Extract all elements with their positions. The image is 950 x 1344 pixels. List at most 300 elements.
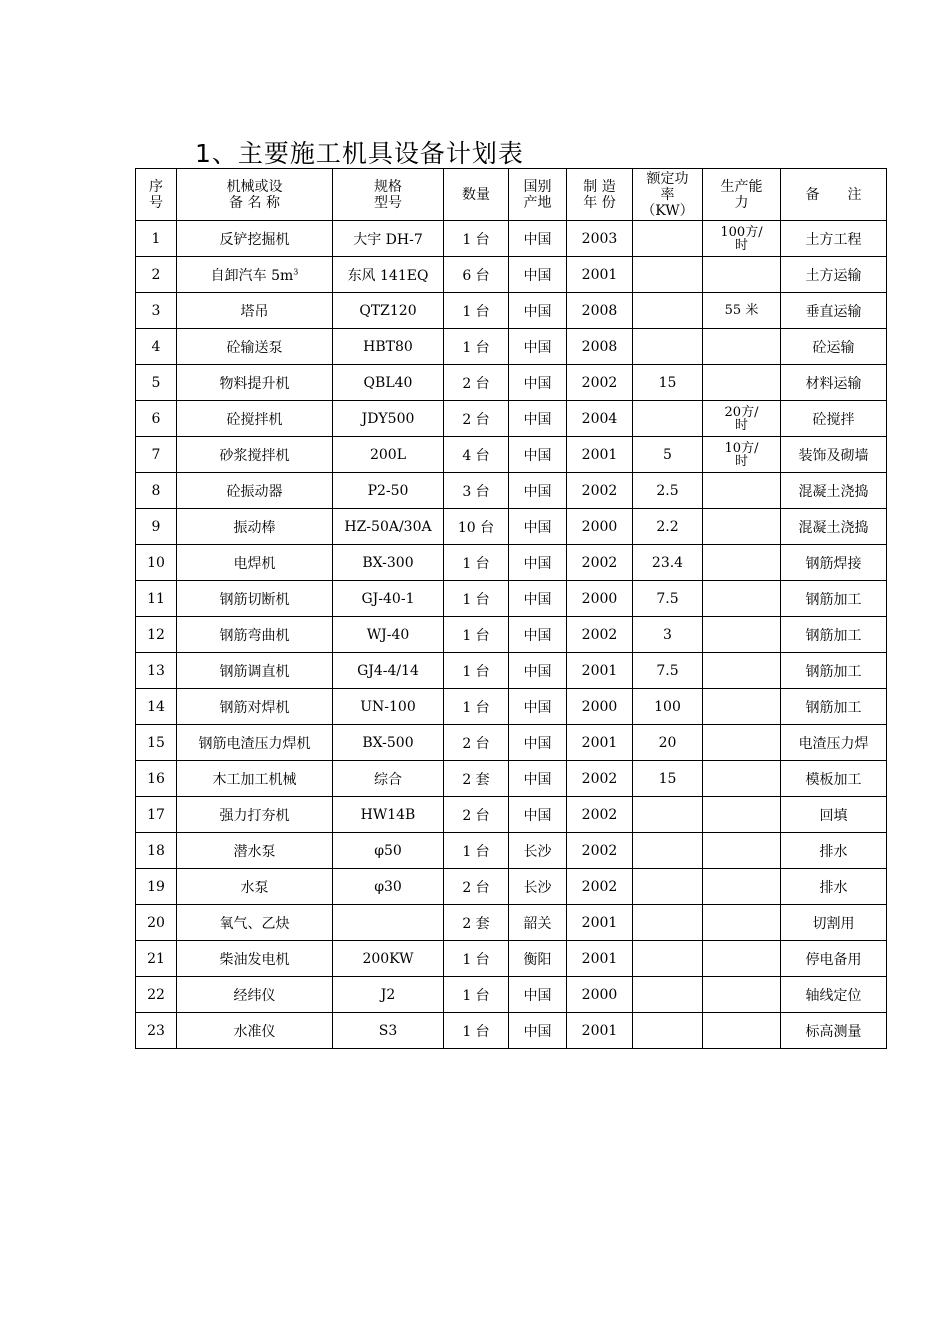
- cell-year: [567, 365, 633, 401]
- cell-capacity: [703, 545, 781, 581]
- cell-qty: [444, 257, 509, 293]
- cell-note: [781, 473, 887, 509]
- cell-text: HBT80: [363, 338, 413, 355]
- cell-note: [781, 1013, 887, 1049]
- cell-text: 2 台: [462, 735, 490, 752]
- cell-text: 砼搅拌机: [226, 411, 283, 428]
- cell-spec: [333, 977, 444, 1013]
- cell-year: [567, 905, 633, 941]
- cell-seq: [136, 653, 177, 689]
- cell-spec: [333, 941, 444, 977]
- header-line: 规格: [374, 178, 402, 195]
- cell-note: [781, 977, 887, 1013]
- cell-text: 2000: [581, 698, 618, 715]
- cell-power: [633, 869, 703, 905]
- cell-seq: [136, 761, 177, 797]
- cell-text: 2001: [581, 266, 618, 283]
- cell-spec: [333, 401, 444, 437]
- cell-origin: [509, 1013, 567, 1049]
- cell-power: [633, 905, 703, 941]
- cell-qty: [444, 329, 509, 365]
- cell-capacity: [703, 689, 781, 725]
- header-line: 率: [660, 186, 675, 203]
- cell-text: 2002: [581, 878, 618, 895]
- cell-capacity: [703, 905, 781, 941]
- cell-seq: [136, 869, 177, 905]
- cell-year: [567, 869, 633, 905]
- cell-text: 长沙: [523, 843, 552, 860]
- cell-text: 1 台: [462, 591, 490, 608]
- cell-qty: [444, 869, 509, 905]
- cell-text: 混凝土浇捣: [798, 519, 869, 536]
- cell-power: [633, 653, 703, 689]
- table-body: [136, 221, 887, 1049]
- cell-text: 2001: [581, 1022, 618, 1039]
- cell-note: [781, 869, 887, 905]
- cell-text: 综合: [374, 771, 402, 788]
- cell-qty: [444, 617, 509, 653]
- header-line: 型号: [374, 194, 402, 211]
- cell-name: [177, 257, 333, 293]
- cell-text: 6 台: [462, 267, 490, 284]
- cell-text: 回填: [819, 807, 848, 824]
- header-line: 备 名 称: [229, 194, 280, 211]
- cell-capacity: [703, 581, 781, 617]
- cell-power: [633, 797, 703, 833]
- cell-spec: [333, 905, 444, 941]
- cell-text: 水泵: [240, 879, 269, 896]
- cell-text: 15: [658, 374, 677, 391]
- cell-text: 2000: [581, 986, 618, 1003]
- cell-text: 中国: [523, 411, 552, 428]
- cell-year: [567, 689, 633, 725]
- cell-text: 装饰及砌墙: [798, 447, 869, 464]
- cell-year: [567, 293, 633, 329]
- cell-origin: [509, 833, 567, 869]
- cell-text: 自卸汽车 5m: [210, 267, 294, 284]
- table-row: [136, 689, 887, 725]
- cell-note: [781, 437, 887, 473]
- cell-name: [177, 545, 333, 581]
- cell-text: 钢筋加工: [805, 591, 862, 608]
- cell-qty: [444, 977, 509, 1013]
- cell-power: [633, 401, 703, 437]
- cell-text: S3: [378, 1022, 398, 1039]
- cell-text: 3: [663, 626, 672, 643]
- cell-spec: [333, 437, 444, 473]
- cell-note: [781, 545, 887, 581]
- cell-year: [567, 473, 633, 509]
- cell-text: 中国: [523, 699, 552, 716]
- cell-text: 12: [147, 626, 165, 643]
- cell-text: 2003: [581, 230, 618, 247]
- cell-origin: [509, 545, 567, 581]
- cell-origin: [509, 581, 567, 617]
- cell-text: 钢筋切断机: [219, 591, 290, 608]
- cell-capacity: [703, 1013, 781, 1049]
- cell-capacity: [703, 617, 781, 653]
- cell-origin: [509, 797, 567, 833]
- cell-text: 200L: [369, 446, 407, 463]
- cell-text: 19: [147, 878, 165, 895]
- cell-text: 2 台: [462, 375, 490, 392]
- cell-capacity: [703, 329, 781, 365]
- cell-spec: [333, 293, 444, 329]
- cell-seq: [136, 581, 177, 617]
- cell-spec: [333, 509, 444, 545]
- cell-text: 2001: [581, 734, 618, 751]
- cell-text: 水准仪: [233, 1023, 276, 1040]
- cell-capacity: [703, 293, 781, 329]
- cell-seq: [136, 257, 177, 293]
- cell-qty: [444, 221, 509, 257]
- page-title: 1、主要施工机具设备计划表: [195, 139, 524, 168]
- cell-power: [633, 221, 703, 257]
- cell-name: [177, 221, 333, 257]
- cell-name: [177, 797, 333, 833]
- cell-origin: [509, 401, 567, 437]
- table-row: [136, 761, 887, 797]
- cell-capacity: [703, 257, 781, 293]
- table-row: [136, 797, 887, 833]
- table-row: [136, 437, 887, 473]
- cell-text: 2 台: [462, 879, 490, 896]
- cell-origin: [509, 617, 567, 653]
- cell-text: 1 台: [462, 663, 490, 680]
- cell-text: 5: [151, 374, 161, 391]
- cell-capacity: [703, 725, 781, 761]
- cell-note: [781, 761, 887, 797]
- cell-name: [177, 833, 333, 869]
- cell-text: GJ-40-1: [361, 590, 415, 607]
- cell-name: [177, 329, 333, 365]
- cell-name: [177, 365, 333, 401]
- table-row: [136, 581, 887, 617]
- cell-text: 21: [147, 950, 165, 967]
- cell-text: 14: [147, 698, 165, 715]
- cell-power: [633, 365, 703, 401]
- cell-text: 9: [151, 518, 161, 535]
- cell-capacity: [703, 509, 781, 545]
- cell-text: 模板加工: [805, 771, 862, 788]
- cell-capacity: [703, 221, 781, 257]
- cell-year: [567, 401, 633, 437]
- header-line: 力: [734, 194, 749, 211]
- header-line: 额定功: [646, 170, 689, 187]
- cell-text: 钢筋对焊机: [219, 699, 290, 716]
- header-line: 生产能: [720, 178, 763, 195]
- cell-power: [633, 437, 703, 473]
- cell-capacity: [703, 977, 781, 1013]
- cell-text: 2 台: [462, 807, 490, 824]
- table-row: [136, 257, 887, 293]
- cell-text: 2001: [581, 662, 618, 679]
- cell-power: [633, 617, 703, 653]
- header-qty: [444, 169, 509, 221]
- header-name: [177, 169, 333, 221]
- cell-text: 砂浆搅拌机: [219, 447, 290, 464]
- cell-text: 2: [151, 266, 161, 283]
- cell-text: 2004: [581, 410, 618, 427]
- cell-capacity: [703, 401, 781, 437]
- cell-origin: [509, 905, 567, 941]
- cell-year: [567, 977, 633, 1013]
- cell-text: 11: [147, 590, 165, 607]
- cell-text: 1 台: [462, 231, 490, 248]
- cell-note: [781, 617, 887, 653]
- cell-note: [781, 293, 887, 329]
- cell-capacity: [703, 653, 781, 689]
- cell-text: 2002: [581, 374, 618, 391]
- cell-qty: [444, 293, 509, 329]
- cell-note: [781, 581, 887, 617]
- cell-text: 7.5: [656, 662, 679, 679]
- cell-text: 2000: [581, 518, 618, 535]
- cell-text: 中国: [523, 591, 552, 608]
- cell-text: 2000: [581, 590, 618, 607]
- cell-origin: [509, 977, 567, 1013]
- header-line: 年 份: [583, 194, 616, 211]
- cell-text: 18: [147, 842, 165, 859]
- cell-year: [567, 437, 633, 473]
- table-row: [136, 941, 887, 977]
- cell-text: 东风 141EQ: [347, 267, 429, 284]
- cell-text: 中国: [523, 483, 552, 500]
- cell-text: 2.5: [656, 482, 679, 499]
- cell-text: 1 台: [462, 843, 490, 860]
- cell-text: 16: [147, 770, 165, 787]
- cell-name: [177, 725, 333, 761]
- cell-seq: [136, 689, 177, 725]
- cell-text: 7: [151, 446, 161, 463]
- cell-year: [567, 833, 633, 869]
- cell-text: 2 套: [462, 771, 490, 788]
- cell-text: 100: [654, 698, 681, 715]
- cell-text: 2008: [581, 302, 618, 319]
- header-line: 机械或设: [226, 178, 283, 195]
- cell-note: [781, 221, 887, 257]
- cell-year: [567, 797, 633, 833]
- cell-spec: [333, 653, 444, 689]
- cell-text: 经纬仪: [233, 987, 276, 1004]
- cell-text: 土方工程: [805, 231, 862, 248]
- cell-qty: [444, 365, 509, 401]
- cell-origin: [509, 689, 567, 725]
- table-row: [136, 869, 887, 905]
- cell-qty: [444, 545, 509, 581]
- cell-text: 2 套: [462, 915, 490, 932]
- cell-seq: [136, 401, 177, 437]
- cell-year: [567, 725, 633, 761]
- cell-note: [781, 257, 887, 293]
- table-row: [136, 905, 887, 941]
- capacity-line: 时: [734, 237, 748, 253]
- cell-year: [567, 1013, 633, 1049]
- cell-year: [567, 257, 633, 293]
- capacity-line: 时: [734, 417, 748, 433]
- cell-spec: [333, 833, 444, 869]
- cell-note: [781, 797, 887, 833]
- cell-capacity: [703, 761, 781, 797]
- cell-text: 1: [151, 230, 161, 247]
- cell-text: 2002: [581, 842, 618, 859]
- cell-text: 1 台: [462, 699, 490, 716]
- cell-origin: [509, 509, 567, 545]
- header-line: （KW）: [641, 202, 694, 219]
- cell-origin: [509, 221, 567, 257]
- cell-name: [177, 689, 333, 725]
- cell-name: [177, 293, 333, 329]
- cell-text: UN-100: [360, 698, 416, 715]
- cell-text: 土方运输: [805, 267, 862, 284]
- cell-seq: [136, 221, 177, 257]
- header-line: 国别: [523, 178, 552, 195]
- header-line: 制 造: [583, 178, 616, 195]
- cell-origin: [509, 941, 567, 977]
- cell-seq: [136, 293, 177, 329]
- cell-origin: [509, 365, 567, 401]
- cell-seq: [136, 797, 177, 833]
- cell-text: 7.5: [656, 590, 679, 607]
- cell-spec: [333, 545, 444, 581]
- cell-text: 13: [147, 662, 165, 679]
- cell-text: BX-300: [362, 554, 414, 571]
- cell-text: 中国: [523, 807, 552, 824]
- cell-origin: [509, 869, 567, 905]
- cell-text: HZ-50A/30A: [344, 518, 432, 535]
- cell-spec: [333, 581, 444, 617]
- cell-text: 电焊机: [233, 555, 276, 572]
- cell-text: 物料提升机: [219, 375, 290, 392]
- cell-text: 2002: [581, 482, 618, 499]
- cell-text: 2008: [581, 338, 618, 355]
- cell-text: 1 台: [462, 555, 490, 572]
- cell-seq: [136, 509, 177, 545]
- cell-text: 大宇 DH-7: [353, 231, 423, 248]
- capacity-line: 100方/: [720, 224, 763, 240]
- cell-text: 200KW: [362, 950, 414, 967]
- cell-text: 中国: [523, 519, 552, 536]
- cell-text: 排水: [819, 879, 848, 896]
- cell-text: 6: [151, 410, 161, 427]
- cell-qty: [444, 509, 509, 545]
- cell-qty: [444, 689, 509, 725]
- cell-seq: [136, 365, 177, 401]
- cell-power: [633, 509, 703, 545]
- table-header-row: [136, 169, 887, 221]
- cell-name: [177, 437, 333, 473]
- cell-note: [781, 329, 887, 365]
- cell-text: 23.4: [651, 554, 684, 571]
- cell-text: 1 台: [462, 987, 490, 1004]
- cell-name: [177, 509, 333, 545]
- cell-text: 23: [147, 1022, 165, 1039]
- header-origin: [509, 169, 567, 221]
- cell-text: 2001: [581, 446, 618, 463]
- cell-text: JDY500: [361, 410, 415, 427]
- cell-text: 2002: [581, 554, 618, 571]
- table-row: [136, 473, 887, 509]
- cell-text: 2 台: [462, 411, 490, 428]
- cell-note: [781, 833, 887, 869]
- cell-note: [781, 725, 887, 761]
- cell-name: [177, 905, 333, 941]
- cell-qty: [444, 437, 509, 473]
- cell-power: [633, 545, 703, 581]
- cell-text: 材料运输: [805, 375, 862, 392]
- table-row: [136, 509, 887, 545]
- equipment-table: [135, 168, 887, 1049]
- table-row: [136, 401, 887, 437]
- cell-text: 2001: [581, 950, 618, 967]
- cell-text: 振动棒: [233, 519, 276, 536]
- cell-capacity: [703, 473, 781, 509]
- cell-text: 5: [663, 446, 672, 463]
- cell-text: 中国: [523, 303, 552, 320]
- cell-seq: [136, 437, 177, 473]
- cell-seq: [136, 329, 177, 365]
- cell-spec: [333, 257, 444, 293]
- cell-seq: [136, 473, 177, 509]
- cell-qty: [444, 761, 509, 797]
- cell-qty: [444, 581, 509, 617]
- cell-text: 1 台: [462, 1023, 490, 1040]
- cell-text: 8: [151, 482, 161, 499]
- cell-year: [567, 509, 633, 545]
- table-row: [136, 365, 887, 401]
- cell-text: 2002: [581, 806, 618, 823]
- cell-capacity: [703, 797, 781, 833]
- cell-power: [633, 293, 703, 329]
- cell-note: [781, 401, 887, 437]
- cell-text: WJ-40: [366, 626, 410, 643]
- cell-qty: [444, 1013, 509, 1049]
- cell-capacity: [703, 365, 781, 401]
- cell-text: 塔吊: [240, 303, 269, 320]
- cell-qty: [444, 797, 509, 833]
- cell-text: P2-50: [367, 482, 409, 499]
- cell-qty: [444, 653, 509, 689]
- cell-power: [633, 761, 703, 797]
- header-power: [633, 169, 703, 221]
- table-row: [136, 545, 887, 581]
- cell-name: [177, 869, 333, 905]
- cell-text: 22: [147, 986, 165, 1003]
- cell-text: 钢筋焊接: [805, 555, 862, 572]
- cell-text: 钢筋弯曲机: [219, 627, 290, 644]
- cell-text: 钢筋加工: [805, 699, 862, 716]
- cell-power: [633, 941, 703, 977]
- cell-power: [633, 689, 703, 725]
- table-row: [136, 1013, 887, 1049]
- cell-spec: [333, 689, 444, 725]
- cell-text: φ50: [374, 842, 402, 859]
- cell-qty: [444, 941, 509, 977]
- cell-text: 中国: [523, 987, 552, 1004]
- cell-name: [177, 617, 333, 653]
- cell-seq: [136, 905, 177, 941]
- cell-spec: [333, 473, 444, 509]
- cell-text: 长沙: [523, 879, 552, 896]
- cell-qty: [444, 905, 509, 941]
- cell-text: 中国: [523, 663, 552, 680]
- cell-name: [177, 977, 333, 1013]
- cell-text: 中国: [523, 555, 552, 572]
- cell-text: 钢筋加工: [805, 663, 862, 680]
- cell-year: [567, 329, 633, 365]
- cell-power: [633, 257, 703, 293]
- cell-name: [177, 653, 333, 689]
